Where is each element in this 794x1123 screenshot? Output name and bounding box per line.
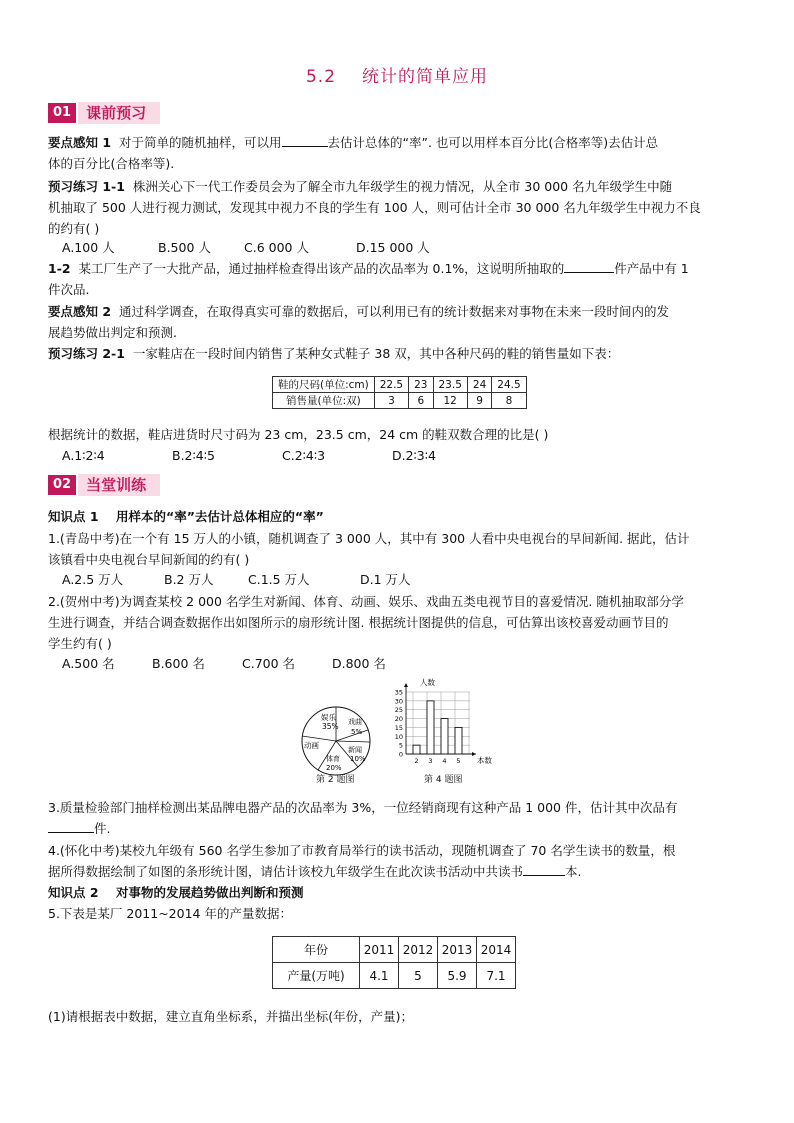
key-point-text: 通过科学调查，在取得真实可靠的数据后，可以利用已有的统计数据来对事物在未来一段时间内的发 <box>119 304 670 319</box>
exercise-text: 件次品. <box>48 282 90 297</box>
y-tick-label: 35 <box>394 688 403 697</box>
exercise-text: 某工厂生产了一大批产品，通过抽样检查得出该产品的次品率为 0.1%，这说明所抽取的 <box>78 261 565 276</box>
exercise-1-2 <box>48 258 748 300</box>
table-header: 产量(万吨) <box>273 963 360 989</box>
table-row <box>273 377 527 393</box>
question-text: 据所得数据绘制了如图的条形统计图，请估计该校九年级学生在此次读书活动中共读书 <box>48 864 524 879</box>
x-tick-labels <box>414 757 460 765</box>
question-1 <box>48 528 748 570</box>
y-tick-label: 5 <box>398 741 403 750</box>
key-point-text: 对于简单的随机抽样，可以用 <box>119 135 282 150</box>
y-axis-label: 人数 <box>420 678 435 687</box>
table-cell: 22.5 <box>374 377 408 393</box>
section-title: 统计的简单应用 <box>362 67 489 87</box>
question-5: 5.下表是某厂 2011~2014 年的产量数据： <box>48 906 292 921</box>
section-header-practice <box>48 474 160 496</box>
exercise-head: 预习练习 2-1 <box>48 346 125 361</box>
option-d[interactable]: D.1 万人 <box>360 572 411 587</box>
pie-pct-xiqu: 5% <box>351 728 363 736</box>
question-text: 学生约有( ) <box>48 636 112 651</box>
options-q2 <box>62 654 386 674</box>
option-c[interactable]: C.1.5 万人 <box>248 572 310 587</box>
key-point-1 <box>48 132 748 174</box>
table-cell: 2014 <box>477 937 516 963</box>
question-text: 该镇看中央电视台早间新闻的约有( ) <box>48 552 250 567</box>
production-table <box>272 936 516 989</box>
question-5-part-1: (1)请根据表中数据，建立直角坐标系，并描出坐标(年份，产量)； <box>48 1009 413 1024</box>
table-cell: 23 <box>409 377 433 393</box>
table-header: 鞋的尺码(单位:cm) <box>273 377 375 393</box>
option-d[interactable]: D.2∶3∶4 <box>392 448 436 463</box>
question-3 <box>48 797 748 839</box>
table-cell: 12 <box>433 393 467 409</box>
option-b[interactable]: B.600 名 <box>152 656 205 671</box>
option-b[interactable]: B.2 万人 <box>164 572 214 587</box>
y-tick-label: 10 <box>394 732 403 741</box>
pie-divider <box>336 741 370 742</box>
knowledge-head: 知识点 1 <box>48 509 99 524</box>
table-cell: 7.1 <box>477 963 516 989</box>
bar <box>427 701 434 754</box>
exercise-text: 机抽取了 500 人进行视力测试，发现其中视力不良的学生有 100 人，则可估计全市 30 000 名九年级学生中视力不良 <box>48 200 701 215</box>
exercise-head: 预习练习 1-1 <box>48 179 125 194</box>
exercise-2-1-question: 根据统计的数据，鞋店进货时尺寸码为 23 cm，23.5 cm，24 cm 的鞋双数合理的比是( ) <box>48 427 549 442</box>
answer-blank[interactable] <box>523 863 565 876</box>
bar-chart <box>380 678 500 772</box>
pie-label-donghua: 动画 <box>304 741 319 750</box>
bar <box>413 745 420 754</box>
page-title <box>0 62 794 87</box>
table-row <box>273 393 527 409</box>
section-header-preview <box>48 102 160 124</box>
question-text: 3.质量检验部门抽样检测出某品牌电器产品的次品率为 3%，一位经销商现有这种产品 1 000 件，估计其中次品有 <box>48 800 678 815</box>
answer-blank[interactable] <box>564 260 614 273</box>
x-tick-label: 5 <box>456 757 461 765</box>
option-a[interactable]: A.100 人 <box>62 240 115 255</box>
question-text: 本. <box>565 864 582 879</box>
section-label: 当堂训练 <box>76 474 160 496</box>
table-cell: 2013 <box>438 937 477 963</box>
exercise-text: 的约有( ) <box>48 221 100 236</box>
pie-pct-tiyu: 20% <box>326 764 342 772</box>
question-text: 生进行调查，并结合调查数据作出如图所示的扇形统计图. 根据统计图提供的信息，可估算出该校喜爱动画节目的 <box>48 615 669 630</box>
table-header: 销售量(单位:双) <box>273 393 375 409</box>
exercise-text: 件产品中有 1 <box>614 261 689 276</box>
question-4 <box>48 840 748 882</box>
option-b[interactable]: B.500 人 <box>158 240 211 255</box>
answer-blank[interactable] <box>48 820 94 833</box>
exercise-head: 1-2 <box>48 261 71 276</box>
option-b[interactable]: B.2∶4∶5 <box>172 448 215 463</box>
table-cell: 24 <box>467 377 491 393</box>
knowledge-text: 用样本的“率”去估计总体相应的“率” <box>115 509 324 524</box>
x-tick-label: 2 <box>414 757 419 765</box>
table-cell: 23.5 <box>433 377 467 393</box>
options-2-1 <box>62 446 436 466</box>
key-point-head: 要点感知 1 <box>48 135 112 150</box>
answer-blank[interactable] <box>282 134 328 147</box>
table-cell: 2011 <box>360 937 399 963</box>
pie-label-yule: 娱乐 <box>321 713 336 722</box>
exercise-text: 一家鞋店在一段时间内销售了某种女式鞋子 38 双，其中各种尺码的鞋的销售量如下表： <box>132 346 620 361</box>
option-c[interactable]: C.700 名 <box>242 656 296 671</box>
table-cell: 9 <box>467 393 491 409</box>
y-tick-label: 20 <box>394 715 403 724</box>
exercise-2-1 <box>48 343 748 364</box>
pie-label-xiqu: 戏曲 <box>348 718 362 726</box>
key-point-text: 体的百分比(合格率等). <box>48 156 175 171</box>
shoe-size-table <box>272 376 527 409</box>
knowledge-head: 知识点 2 <box>48 885 99 900</box>
table-cell: 24.5 <box>492 377 526 393</box>
table-cell: 3 <box>374 393 408 409</box>
pie-pct-xinwen: 10% <box>350 755 366 763</box>
table-cell: 6 <box>409 393 433 409</box>
question-text: 4.(怀化中考)某校九年级有 560 名学生参加了市教育局举行的读书活动，现随机调查了 70 名学生读书的数量，根 <box>48 843 676 858</box>
option-a[interactable]: A.500 名 <box>62 656 115 671</box>
option-a[interactable]: A.1∶2∶4 <box>62 448 105 463</box>
pie-pct-yule: 35% <box>322 722 339 731</box>
x-tick-label: 4 <box>442 757 447 765</box>
knowledge-text: 对事物的发展趋势做出判断和预测 <box>115 885 304 900</box>
section-badge: 01 <box>48 103 76 123</box>
section-label: 课前预习 <box>76 102 160 124</box>
section-number: 5.2 <box>305 67 337 87</box>
bar-caption: 第 4 题图 <box>424 775 463 785</box>
table-row <box>273 937 516 963</box>
options-q1 <box>62 570 411 590</box>
option-d[interactable]: D.15 000 人 <box>356 240 430 255</box>
table-row <box>273 963 516 989</box>
key-point-2 <box>48 301 748 343</box>
y-tick-label: 0 <box>398 750 403 759</box>
table-cell: 8 <box>492 393 526 409</box>
y-tick-label: 25 <box>394 706 403 715</box>
option-c[interactable]: C.2∶4∶3 <box>282 448 326 463</box>
section-badge: 02 <box>48 475 76 495</box>
option-d[interactable]: D.800 名 <box>332 656 386 671</box>
table-cell: 5 <box>399 963 438 989</box>
y-tick-labels <box>395 689 403 759</box>
exercise-1-1 <box>48 176 748 239</box>
question-text: 件. <box>94 821 111 836</box>
table-cell: 2012 <box>399 937 438 963</box>
x-axis-arrow <box>472 752 476 756</box>
y-tick-label: 15 <box>394 723 403 732</box>
question-text: 1.(青岛中考)在一个有 15 万人的小镇，随机调查了 3 000 人，其中有 300 人看中央电视台的早间新闻. 据此，估计 <box>48 531 690 546</box>
key-point-text: 去估计总体的“率”. 也可以用样本百分比(合格率等)去估计总 <box>327 135 659 150</box>
question-text: 2.(贺州中考)为调查某校 2 000 名学生对新闻、体育、动画、娱乐、戏曲五类电视节目的喜爱情况. 随机抽取部分学 <box>48 594 684 609</box>
options-1-1 <box>62 238 430 258</box>
bar <box>455 727 462 754</box>
key-point-text: 展趋势做出判定和预测. <box>48 325 177 340</box>
x-axis-label: 本数 <box>477 756 492 765</box>
key-point-head: 要点感知 2 <box>48 304 112 319</box>
question-2 <box>48 591 748 654</box>
option-a[interactable]: A.2.5 万人 <box>62 572 124 587</box>
x-tick-label: 3 <box>428 757 433 765</box>
pie-caption: 第 2 题图 <box>316 775 355 785</box>
table-header: 年份 <box>273 937 360 963</box>
table-cell: 5.9 <box>438 963 477 989</box>
pie-label-xinwen: 新闻 <box>348 746 362 754</box>
option-c[interactable]: C.6 000 人 <box>244 240 309 255</box>
table-cell: 4.1 <box>360 963 399 989</box>
exercise-text: 株洲关心下一代工作委员会为了解全市九年级学生的视力情况，从全市 30 000 名九年级学生中随 <box>132 179 673 194</box>
bar <box>441 719 448 754</box>
pie-label-tiyu: 体育 <box>326 755 340 763</box>
y-tick-label: 30 <box>394 697 403 706</box>
knowledge-point-1 <box>48 506 748 527</box>
y-axis-arrow <box>404 683 408 687</box>
knowledge-point-2 <box>48 882 748 903</box>
